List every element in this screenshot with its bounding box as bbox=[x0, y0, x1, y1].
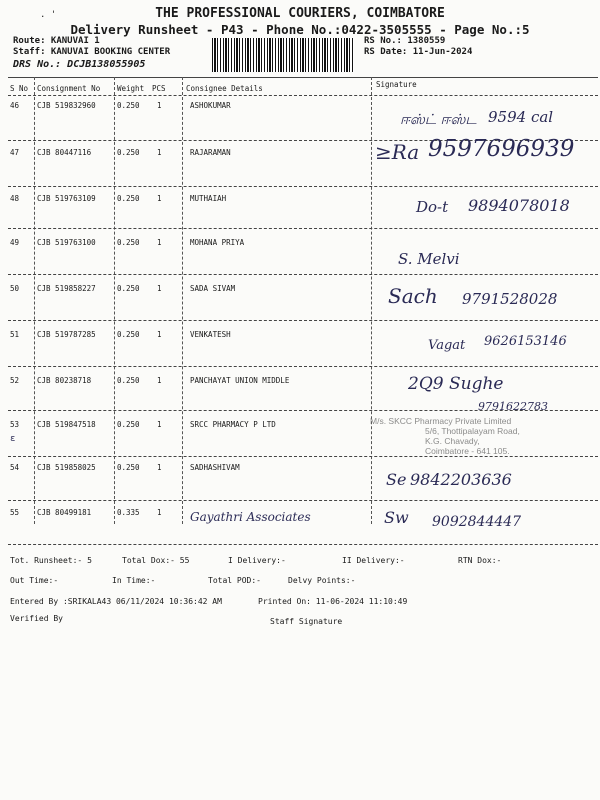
row-pcs: 1 bbox=[157, 463, 162, 472]
col-header-sno: S No bbox=[10, 84, 29, 93]
rs-date: RS Date: 11-Jun-2024 bbox=[364, 47, 473, 57]
header-dots: . ' bbox=[40, 10, 57, 20]
staff: Staff: KANUVAI BOOKING CENTER bbox=[13, 47, 171, 57]
row-consignee: RAJARAMAN bbox=[190, 148, 231, 157]
route: Route: KANUVAI 1 bbox=[13, 36, 100, 46]
row-divider bbox=[8, 228, 598, 229]
row-consignment: CJB 519858227 bbox=[37, 284, 96, 293]
ii-delivery: II Delivery:- bbox=[342, 556, 405, 565]
row-sno: 55 bbox=[10, 508, 20, 517]
stamp-line: 5/6, Thottipalayam Road, bbox=[425, 426, 520, 436]
drs-number: DRS No.: DCJB138055905 bbox=[13, 59, 146, 70]
stamp-line: Coimbatore - 641 105. bbox=[425, 446, 510, 456]
handwritten-signature: Sach bbox=[388, 284, 438, 308]
row-sno: 51 bbox=[10, 330, 20, 339]
row-consignment: CJB 519787285 bbox=[37, 330, 96, 339]
runsheet-title: Delivery Runsheet - P43 - Phone No.:0422-3505555 - Page No.:5 bbox=[70, 22, 530, 37]
row-weight: 0.335 bbox=[117, 508, 140, 517]
stamp-line: K.G. Chavady, bbox=[425, 436, 480, 446]
handwritten-signature: ≥Ra bbox=[375, 140, 420, 164]
company-stamp bbox=[370, 416, 600, 456]
row-consignee: SADHASHIVAM bbox=[190, 463, 240, 472]
row-weight: 0.250 bbox=[117, 148, 140, 157]
handwritten-phone: 9842203636 bbox=[410, 470, 512, 489]
col-header-consignment: Consignment No bbox=[37, 84, 101, 93]
in-time: In Time:- bbox=[112, 576, 156, 585]
col-header-pcs: PCS bbox=[152, 84, 166, 93]
col-header-signature: Signature bbox=[376, 80, 417, 89]
barcode bbox=[212, 38, 354, 72]
handwritten-signature: Sw bbox=[384, 508, 409, 527]
row-weight: 0.250 bbox=[117, 194, 140, 203]
entered-by: Entered By :SRIKALA43 06/11/2024 10:36:42 AM bbox=[10, 597, 222, 606]
row-weight: 0.250 bbox=[117, 238, 140, 247]
row-divider bbox=[8, 320, 598, 321]
handwritten-signature: Vagat bbox=[428, 338, 466, 353]
row-weight: 0.250 bbox=[117, 284, 140, 293]
handwritten-phone: 9594 cal bbox=[488, 108, 554, 126]
row-pcs: 1 bbox=[157, 420, 162, 429]
row-consignee: ASHOKUMAR bbox=[190, 101, 231, 110]
table-bottom-rule bbox=[8, 544, 598, 545]
row-pcs: 1 bbox=[157, 284, 162, 293]
row-consignment: CJB 519763109 bbox=[37, 194, 96, 203]
company-name: THE PROFESSIONAL COURIERS, COIMBATORE bbox=[155, 6, 445, 21]
stamp-line: M/s. SKCC Pharmacy Private Limited bbox=[370, 416, 512, 426]
row-weight: 0.250 bbox=[117, 330, 140, 339]
rtn-dox: RTN Dox:- bbox=[458, 556, 502, 565]
row-pcs: 1 bbox=[157, 194, 162, 203]
row-consignment: CJB 80238718 bbox=[37, 376, 92, 385]
row-pcs: 1 bbox=[157, 238, 162, 247]
row-sno: 46 bbox=[10, 101, 20, 110]
row-weight: 0.250 bbox=[117, 376, 140, 385]
row-pcs: 1 bbox=[157, 376, 162, 385]
row-sno: 54 bbox=[10, 463, 20, 472]
handwritten-phone: 9626153146 bbox=[484, 334, 567, 349]
row-consignee: PANCHAYAT UNION MIDDLE bbox=[190, 376, 290, 385]
tot-runsheet: Tot. Runsheet:- 5 bbox=[10, 556, 92, 565]
row-consignment: CJB 80499181 bbox=[37, 508, 92, 517]
handwritten-phone: 9791622783 bbox=[478, 400, 548, 413]
row-consignee: MOHANA PRIYA bbox=[190, 238, 245, 247]
row-divider bbox=[8, 274, 598, 275]
delvy-points: Delvy Points:- bbox=[288, 576, 356, 585]
row-consignee: MUTHAIAH bbox=[190, 194, 227, 203]
row-sno: 52 bbox=[10, 376, 20, 385]
pen-mark: ɛ bbox=[10, 434, 16, 444]
row-pcs: 1 bbox=[157, 148, 162, 157]
row-sno: 48 bbox=[10, 194, 20, 203]
out-time: Out Time:- bbox=[10, 576, 59, 585]
staff-signature: Staff Signature bbox=[270, 617, 343, 626]
row-divider bbox=[8, 456, 598, 457]
row-weight: 0.250 bbox=[117, 101, 140, 110]
table-top-rule bbox=[8, 77, 598, 78]
col-header-consignee: Consignee Details bbox=[186, 84, 263, 93]
row-pcs: 1 bbox=[157, 330, 162, 339]
handwritten-phone: 9894078018 bbox=[468, 196, 570, 215]
row-pcs: 1 bbox=[157, 508, 162, 517]
verified-by: Verified By bbox=[10, 614, 63, 623]
row-divider bbox=[8, 410, 598, 411]
row-consignee: SADA SIVAM bbox=[190, 284, 236, 293]
row-sno: 49 bbox=[10, 238, 20, 247]
total-dox: Total Dox:- 55 bbox=[122, 556, 190, 565]
row-consignment: CJB 80447116 bbox=[37, 148, 92, 157]
rs-number: RS No.: 1380559 bbox=[364, 36, 446, 46]
row-consignment: CJB 519763100 bbox=[37, 238, 96, 247]
row-consignment: CJB 519858025 bbox=[37, 463, 96, 472]
row-consignee: VENKATESH bbox=[190, 330, 231, 339]
row-sno: 50 bbox=[10, 284, 20, 293]
row-pcs: 1 bbox=[157, 101, 162, 110]
row-weight: 0.250 bbox=[117, 420, 140, 429]
handwritten-signature: 2Q9 Sughe bbox=[408, 374, 504, 394]
handwritten-signature: Se bbox=[386, 470, 407, 489]
handwritten-signature: ஈஸ்ட் ஈஸ்ட bbox=[400, 112, 477, 128]
table-header-rule bbox=[8, 95, 598, 96]
row-divider bbox=[8, 186, 598, 187]
handwritten-signature: Do‑t bbox=[416, 198, 449, 216]
row-sno: 47 bbox=[10, 148, 20, 157]
row-weight: 0.250 bbox=[117, 463, 140, 472]
row-divider bbox=[8, 366, 598, 367]
handwritten-phone: 9092844447 bbox=[432, 514, 522, 530]
printed-on: Printed On: 11-06-2024 11:10:49 bbox=[258, 597, 408, 606]
handwritten-signature: S. Melvi bbox=[398, 250, 460, 268]
col-header-weight: Weight bbox=[117, 84, 145, 93]
handwritten-phone: 9791528028 bbox=[462, 290, 558, 308]
handwritten-phone: 9597696939 bbox=[428, 136, 575, 162]
row-consignment: CJB 519832960 bbox=[37, 101, 96, 110]
i-delivery: I Delivery:- bbox=[228, 556, 286, 565]
row-consignment: CJB 519847518 bbox=[37, 420, 96, 429]
total-pod: Total POD:- bbox=[208, 576, 261, 585]
row-sno: 53 bbox=[10, 420, 20, 429]
handwritten-consignee: Gayathri Associates bbox=[190, 510, 311, 524]
row-consignee: SRCC PHARMACY P LTD bbox=[190, 420, 276, 429]
row-divider bbox=[8, 500, 598, 501]
